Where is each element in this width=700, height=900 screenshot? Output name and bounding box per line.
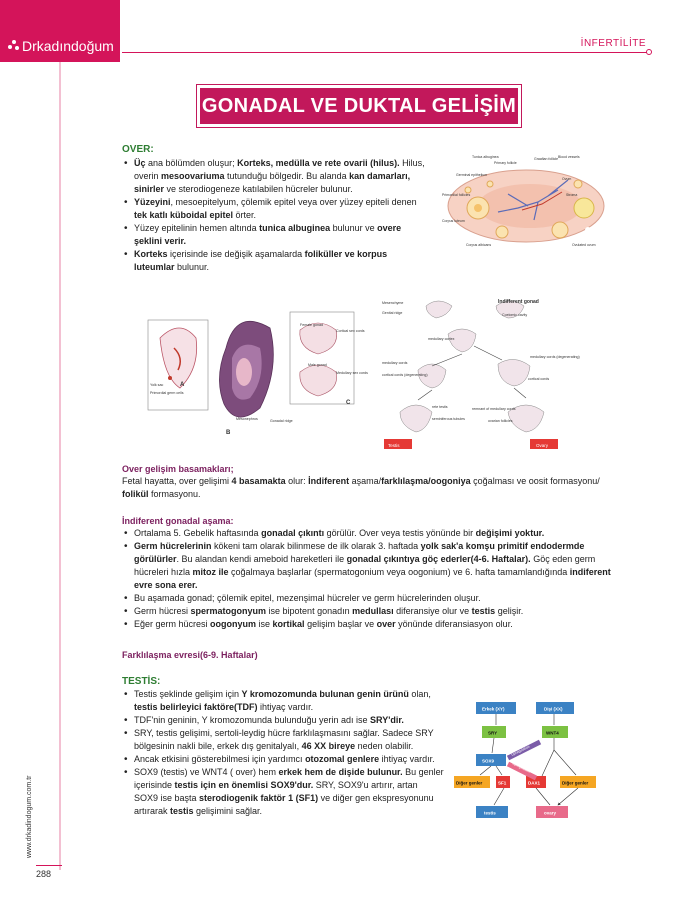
logo-icon [8,40,20,52]
figure-label: DAX1 [528,780,541,786]
body-text: ve sterodiogeneze katılabilen hücreler bulunur. [164,184,353,194]
body-text: SRY, testis gelişimi, sertoli-leydig hücre farklılaşmasını sağlar. Sadece SRY bölgesinin nakli bile, erkek dış genitalyalı, [134,728,434,751]
figure-label: Diğer genler [562,780,589,786]
body-text: SRY, SOX9'u artırır, artan SOX9 ise başta [134,780,418,803]
figure-label: Diğer genler [456,780,483,786]
stages-section [122,464,612,501]
body-text: Göç eden germ hücreleri hızla [134,554,596,577]
emphasis-text: 4 basamakta [231,476,286,486]
list-item [122,714,444,727]
figure-label: Testis [388,443,400,448]
figure-label: Genital ridge [382,311,403,315]
body-text: ve diğer gen ekspresyonunu artırarak [134,793,434,816]
figure-label: ovary [544,810,557,816]
figure-label: SF1 [498,780,507,786]
emphasis-text: Y kromozomunda bulunan genin ürünü [241,689,409,699]
body-text: Ancak etkisini gösterebilmesi için yardımcı [134,754,306,764]
body-text: çoğalmaya başlarlar (spermatogonium veya oogonium) ve 6. hafta tamamlandığında [228,567,570,577]
emphasis-text: over [376,619,396,629]
figure-label: ovarian follicles [488,419,513,423]
figure-label: Upregulation [511,761,532,774]
emphasis-text: mitoz ile [192,567,229,577]
body-text: örter. [233,210,257,220]
body-text: kökeni tam olarak bilinmese de ilk olarak 3. haftada [211,541,421,551]
emphasis-text: mesoovariuma [161,171,225,181]
emphasis-text: Yüzeyini [134,197,171,207]
figure-label: SOX9 [482,758,495,764]
emphasis-text: sterodiogenik faktör 1 (SF1) [199,793,319,803]
body-text: , mesoepitelyum, çölemik epitel veya over yüzey epiteli denen [170,197,417,207]
body-text: neden olabilir. [355,741,414,751]
body-text: gelişim başlar ve [304,619,377,629]
ovary-histology-figure [438,150,610,262]
body-text: TDF'nin geninin, Y kromozomunda bulunduğu yerin adı ise [134,715,371,725]
figure-label: Primordial follicles [442,193,471,197]
emphasis-text: testis belirleyici faktöre(TDF) [134,702,258,712]
indiferent-list [122,527,612,631]
figure-label: Upregulation [510,744,531,757]
body-text: . Bu alandan kendi ameboid hareketleri ile [176,554,347,564]
emphasis-text: testis [170,806,194,816]
figure-label: Ovum [562,177,572,181]
figure-label: Cortical sex cords [336,329,365,333]
figure-label: Male gonad [308,363,327,367]
logo[interactable] [8,38,114,54]
body-text: Yüzey epitelinin hemen altında [134,223,260,233]
rail-line [59,62,61,870]
figure-label: medullary cords [382,361,408,365]
body-text: Testis şeklinde gelişim için [134,689,242,699]
indiferent-section [122,516,612,631]
body-text: diferansiye olur ve [393,606,472,616]
body-text: içerisinde ise değişik aşamalarda [167,249,305,259]
page-title: GONADAL VE DUKTAL GELİŞİM [200,88,518,124]
emphasis-text: farklılaşma/oogoniya [381,476,471,486]
figure-label: Corpus luteum [442,219,465,223]
body-text: aşama/ [349,476,382,486]
emphasis-text: otozomal genlere [305,754,380,764]
body-text: bulunur. [174,262,210,272]
list-item [122,222,428,248]
testis-section [122,676,444,818]
figure-label: Primordial germ cells [150,391,184,395]
figure-label: B [226,430,231,436]
body-text: Hilus, overin [134,158,425,181]
figure-label: Germinal epithelium [456,173,488,177]
body-text: ihtiyaç vardır. [379,754,435,764]
emphasis-text: foliküller ve korpus luteumlar [134,249,388,272]
page-number: 288 [36,869,52,879]
emphasis-text: Korteks, medülla ve rete ovarii (hilus). [237,158,400,168]
emphasis-text: spermatogonyum [190,606,267,616]
emphasis-text: kan damarları, sinirler [134,171,411,194]
emphasis-text: kortikal [272,619,305,629]
list-item [122,605,612,618]
figure-label: Corpus albicans [466,243,492,247]
emphasis-text: yolk sak'a komşu primitif endodermde görülürler [134,541,585,564]
figure-label: Dişi (XX) [544,706,563,712]
farklilasma-heading: Farklılaşma evresi(6-9. Haftalar) [122,650,258,660]
emphasis-text: değişimi yoktur. [475,528,545,538]
emphasis-text: Korteks [134,249,168,259]
emphasis-text: erkek hem de dişide bulunur. [278,767,403,777]
side-url: www.drkadindogum.com.tr [26,775,33,858]
list-item [122,196,428,222]
body-text: ana bölümden oluşur; [145,158,238,168]
testis-heading: TESTİS: [122,676,161,687]
header-rule [122,52,648,53]
figure-label: remnant of medullary cords [472,407,516,411]
category-label: İNFERTİLİTE [580,38,646,49]
body-text: olur: [285,476,309,486]
body-text: gelişir. [495,606,524,616]
body-text: Eğer germ hücresi [134,619,211,629]
figure-label: A [180,382,185,388]
figure-label: Ovulated ovum [572,243,596,247]
figure-label: medullary cortex [428,337,455,341]
list-item [122,157,428,196]
list-item [122,766,444,818]
figure-label: Female gonad [300,323,323,327]
figure-label: Erkek (XY) [482,706,505,712]
flow-labels [456,707,589,816]
emphasis-text: testis için en önemlisi SOX9'dur. [174,780,314,790]
emphasis-text: SRY'dir. [370,715,404,725]
figure-label: Stroma [566,193,578,197]
indiferent-heading: İndiferent gonadal aşama: [122,516,234,526]
header-dot-icon [646,49,652,55]
figure-label: medullary cords (degenerating) [530,355,580,359]
figure-label: Yolk sac [150,383,164,387]
body-text: ise [256,619,273,629]
embryo-gonad-figure [140,308,370,436]
body-text: yönünde diferansiasyon olur. [395,619,513,629]
body-text: Bu aşamada gonad; çölemik epitel, mezenşimal hücreler ve germ hücrelerinden oluşur. [134,593,481,603]
page-title-box [196,84,522,128]
body-text: çoğalması ve oosit formasyonu/ [470,476,600,486]
emphasis-text: tunica albuginea [259,223,331,233]
emphasis-text: indiferent evre sona erer. [134,567,611,590]
figure-label: SRY [488,730,498,736]
figure-label: Graafian follicle [534,157,559,161]
figure-label: cortical cords [528,377,550,381]
stages-text [122,475,612,501]
body-text: görülür. Over veya testis yönünde bir [324,528,476,538]
figure-label: C [346,400,351,406]
body-text: SOX9 (testis) ve WNT4 ( over) hem [134,767,279,777]
emphasis-text: overe şeklini verir. [134,223,402,246]
figure-label: Primary follicle [494,161,517,165]
list-item [122,540,612,592]
over-list [122,157,428,274]
emphasis-text: oogonyum [210,619,257,629]
figure-label: seminiferous tubules [432,417,465,421]
body-text: formasyonu. [148,489,201,499]
gonad-differentiation-figure [378,294,580,454]
figure-label: cortical cords (degenerating) [382,373,428,377]
sex-determination-flow [450,694,610,824]
stages-heading: Over gelişim basamakları; [122,464,234,474]
emphasis-text: folikül [122,489,149,499]
emphasis-text: tek katlı küboidal epitel [134,210,234,220]
farklilasma-section [122,650,612,660]
body-text: Fetal hayatta, over gelişimi [122,476,232,486]
body-text: Germ hücresi [134,606,191,616]
emphasis-text: Germ hücrelerinin [134,541,212,551]
list-item [122,688,444,714]
body-text: Ortalama 5. Gebelik haftasında [134,528,262,538]
figure-label: Blood vessels [558,155,580,159]
figure-label: Coelomic cavity [502,313,528,317]
over-section [122,144,428,274]
body-text: Bu genler içerisinde [134,767,444,790]
figure-label: WNT4 [546,730,559,736]
logo-text: Drkadındoğum [22,38,114,54]
emphasis-text: gonadal çıkıntı [261,528,325,538]
page-number-bar [36,865,62,866]
body-text: olan, [408,689,431,699]
figure-label: Gonadal ridge [270,419,293,423]
emphasis-text: İndiferent [308,476,350,486]
emphasis-text: medullası [352,606,394,616]
figure-label: Medullary sex cords [336,371,368,375]
figure-label: rete testis [432,405,448,409]
list-item [122,248,428,274]
figure-label: testis [484,810,496,816]
figure-label: Mesenchyme [382,301,404,305]
over-heading: OVER: [122,144,154,155]
emphasis-text: 46 XX bireye [301,741,356,751]
list-item [122,592,612,605]
emphasis-text: Üç [134,158,146,168]
emphasis-text: gonadal çıkıntıya göç ederler(4-6. Haftalar). [346,554,531,564]
figure-label: Tunica albuginea [472,155,499,159]
body-text: bulunur ve [330,223,378,233]
body-text: ise bipotent gonadın [266,606,353,616]
testis-list [122,688,444,818]
figure-label: Ovary [536,443,549,448]
list-item [122,527,612,540]
list-item [122,618,612,631]
body-text: tutunduğu bölgedir. Bu alanda [224,171,350,181]
body-text: ihtiyaç vardır. [257,702,314,712]
body-text: gelişimini sağlar. [193,806,263,816]
emphasis-text: testis [471,606,496,616]
figure-label: Indifferent gonad [498,299,539,305]
list-item [122,753,444,766]
list-item [122,727,444,753]
figure-label: Mesonephros [236,417,258,421]
